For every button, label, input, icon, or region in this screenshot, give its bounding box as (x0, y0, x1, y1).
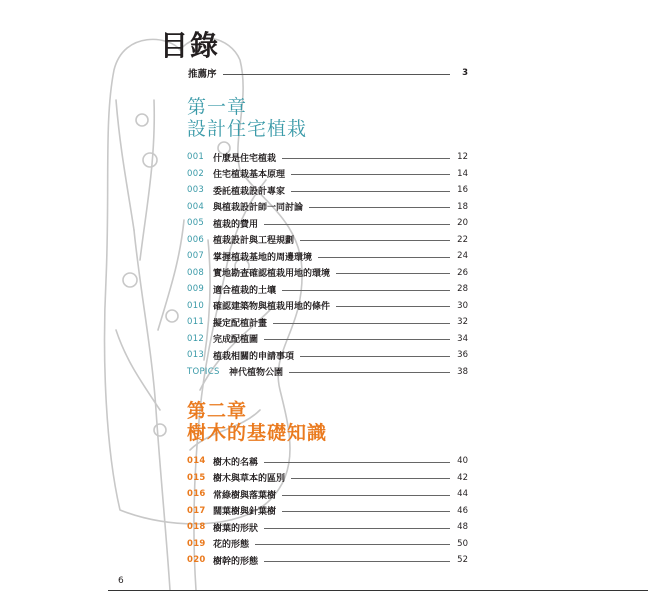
toc-entry[interactable] (187, 519, 468, 536)
entry-page: 34 (457, 333, 468, 344)
tree-branch (116, 330, 160, 410)
toc-entry[interactable] (187, 536, 468, 553)
entry-page: 44 (457, 489, 468, 500)
tree-fruit (154, 424, 166, 436)
entry-page: 48 (457, 522, 468, 533)
dot-leader (282, 511, 450, 512)
toc-entry[interactable] (187, 265, 468, 282)
entry-title: 樹幹的形態 (213, 556, 259, 567)
dot-leader (309, 207, 450, 208)
entry-number: 011 (187, 317, 205, 328)
entry-title: 植栽設計與工程規劃 (213, 236, 295, 247)
toc-entry[interactable] (187, 552, 468, 569)
dot-leader (300, 356, 450, 357)
entry-title: 掌握植栽基地的周邊環境 (213, 252, 313, 263)
entry-page: 36 (457, 350, 468, 361)
toc-entry[interactable] (187, 215, 468, 232)
entry-title: 推薦序 (188, 69, 217, 80)
entry-page: 22 (457, 234, 468, 245)
entry-page: 52 (457, 555, 468, 566)
entry-number: TOPICS (187, 366, 220, 377)
chapter-2-entry-list (187, 453, 468, 569)
dot-leader (318, 257, 450, 258)
tree-trunk-left (134, 230, 170, 590)
tree-fruit (143, 153, 157, 167)
entry-number: 017 (187, 505, 206, 516)
entry-page: 50 (457, 538, 468, 549)
entry-number: 019 (187, 538, 206, 549)
entry-page: 26 (457, 267, 468, 278)
chapter-heading (187, 400, 327, 444)
entry-title: 花的形態 (213, 540, 250, 551)
tree-branch (158, 220, 184, 330)
dot-leader (255, 544, 450, 545)
entry-title: 樹木的名稱 (213, 457, 259, 468)
chapter-label: 第二章 (187, 400, 248, 422)
entry-number: 005 (187, 218, 205, 229)
toc-entry[interactable] (187, 298, 468, 315)
dot-leader (273, 323, 450, 324)
entry-number: 008 (187, 267, 205, 278)
tree-fruit (123, 273, 137, 287)
tree-branch (116, 100, 134, 230)
entry-number: 018 (187, 522, 206, 533)
page-title: 目錄 (160, 29, 221, 62)
chapter-1-entry-list (187, 149, 468, 380)
entry-page: 46 (457, 505, 468, 516)
entry-title: 住宅植栽基本原理 (213, 170, 286, 181)
dot-leader (289, 372, 450, 373)
entry-title: 委託植栽設計專家 (213, 186, 286, 197)
entry-page: 16 (457, 185, 468, 196)
entry-page: 20 (457, 218, 468, 229)
dot-leader (282, 495, 450, 496)
entry-page: 28 (457, 284, 468, 295)
dot-leader (264, 528, 450, 529)
entry-number: 015 (187, 472, 206, 483)
toc-entry[interactable] (187, 182, 468, 199)
chapter-heading (187, 96, 307, 140)
dot-leader (264, 462, 450, 463)
entry-page: 38 (457, 366, 468, 377)
entry-number: 004 (187, 201, 205, 212)
toc-entry[interactable] (187, 503, 468, 520)
entry-title: 樹葉的形狀 (213, 523, 259, 534)
entry-page: 30 (457, 300, 468, 311)
entry-title: 適合植栽的土壤 (213, 285, 277, 296)
page-number: 6 (118, 576, 124, 586)
toc-entry-topics[interactable] (187, 364, 468, 381)
dot-leader (291, 191, 450, 192)
entry-number: 009 (187, 284, 205, 295)
entry-page: 40 (457, 456, 468, 467)
toc-entry[interactable] (187, 486, 468, 503)
entry-title: 樹木與草本的區別 (213, 474, 286, 485)
entry-page: 32 (457, 317, 468, 328)
toc-entry[interactable] (187, 453, 468, 470)
entry-title: 神代植物公園 (229, 368, 284, 379)
entry-title: 植栽相關的申請事項 (213, 351, 295, 362)
chapter-title: 設計住宅植栽 (187, 118, 308, 140)
chapter-label: 第一章 (187, 96, 248, 118)
tree-fruit (166, 310, 178, 322)
entry-page: 18 (457, 201, 468, 212)
dot-leader (282, 290, 450, 291)
entry-title: 擬定配植計畫 (213, 318, 268, 329)
toc-entry[interactable] (187, 232, 468, 249)
entry-title: 植栽的費用 (213, 219, 259, 230)
toc-entry[interactable] (187, 199, 468, 216)
toc-entry[interactable] (187, 347, 468, 364)
dot-leader (336, 306, 450, 307)
entry-number: 002 (187, 168, 205, 179)
entry-number: 013 (187, 350, 205, 361)
entry-title: 與植栽設計師一同討論 (213, 203, 304, 214)
toc-entry[interactable] (187, 281, 468, 298)
dot-leader (264, 339, 450, 340)
entry-page: 12 (457, 152, 468, 163)
entry-page: 24 (457, 251, 468, 262)
entry-page: 14 (457, 168, 468, 179)
toc-entry[interactable] (187, 470, 468, 487)
entry-title: 常綠樹與落葉樹 (213, 490, 277, 501)
foreword-entry[interactable] (188, 66, 468, 80)
dot-leader (291, 174, 450, 175)
entry-title: 完成配植圖 (213, 335, 259, 346)
entry-number: 012 (187, 333, 205, 344)
toc-entry[interactable] (187, 149, 468, 166)
entry-number: 006 (187, 234, 205, 245)
dot-leader (264, 561, 450, 562)
entry-title: 實地勘查確認植栽用地的環境 (213, 269, 331, 280)
entry-page: 3 (462, 68, 468, 78)
dot-leader (300, 240, 450, 241)
dot-leader (264, 224, 450, 225)
toc-entry[interactable] (187, 314, 468, 331)
entry-page: 42 (457, 472, 468, 483)
toc-entry[interactable] (187, 166, 468, 183)
dot-leader (291, 478, 450, 479)
entry-number: 014 (187, 456, 206, 467)
entry-title: 確認建築物與植栽用地的條件 (213, 302, 331, 313)
entry-number: 003 (187, 185, 205, 196)
entry-title: 什麼是住宅植栽 (213, 153, 277, 164)
dot-leader (336, 273, 450, 274)
entry-number: 001 (187, 152, 205, 163)
entry-number: 016 (187, 489, 206, 500)
entry-title: 闊葉樹與針葉樹 (213, 507, 277, 518)
footer-rule (108, 590, 648, 591)
dot-leader (282, 158, 450, 159)
toc-entry[interactable] (187, 248, 468, 265)
dot-leader (223, 74, 450, 75)
entry-number: 020 (187, 555, 206, 566)
chapter-title: 樹木的基礎知識 (187, 422, 328, 444)
toc-entry[interactable] (187, 331, 468, 348)
entry-number: 010 (187, 300, 205, 311)
entry-number: 007 (187, 251, 205, 262)
tree-fruit (136, 114, 148, 126)
